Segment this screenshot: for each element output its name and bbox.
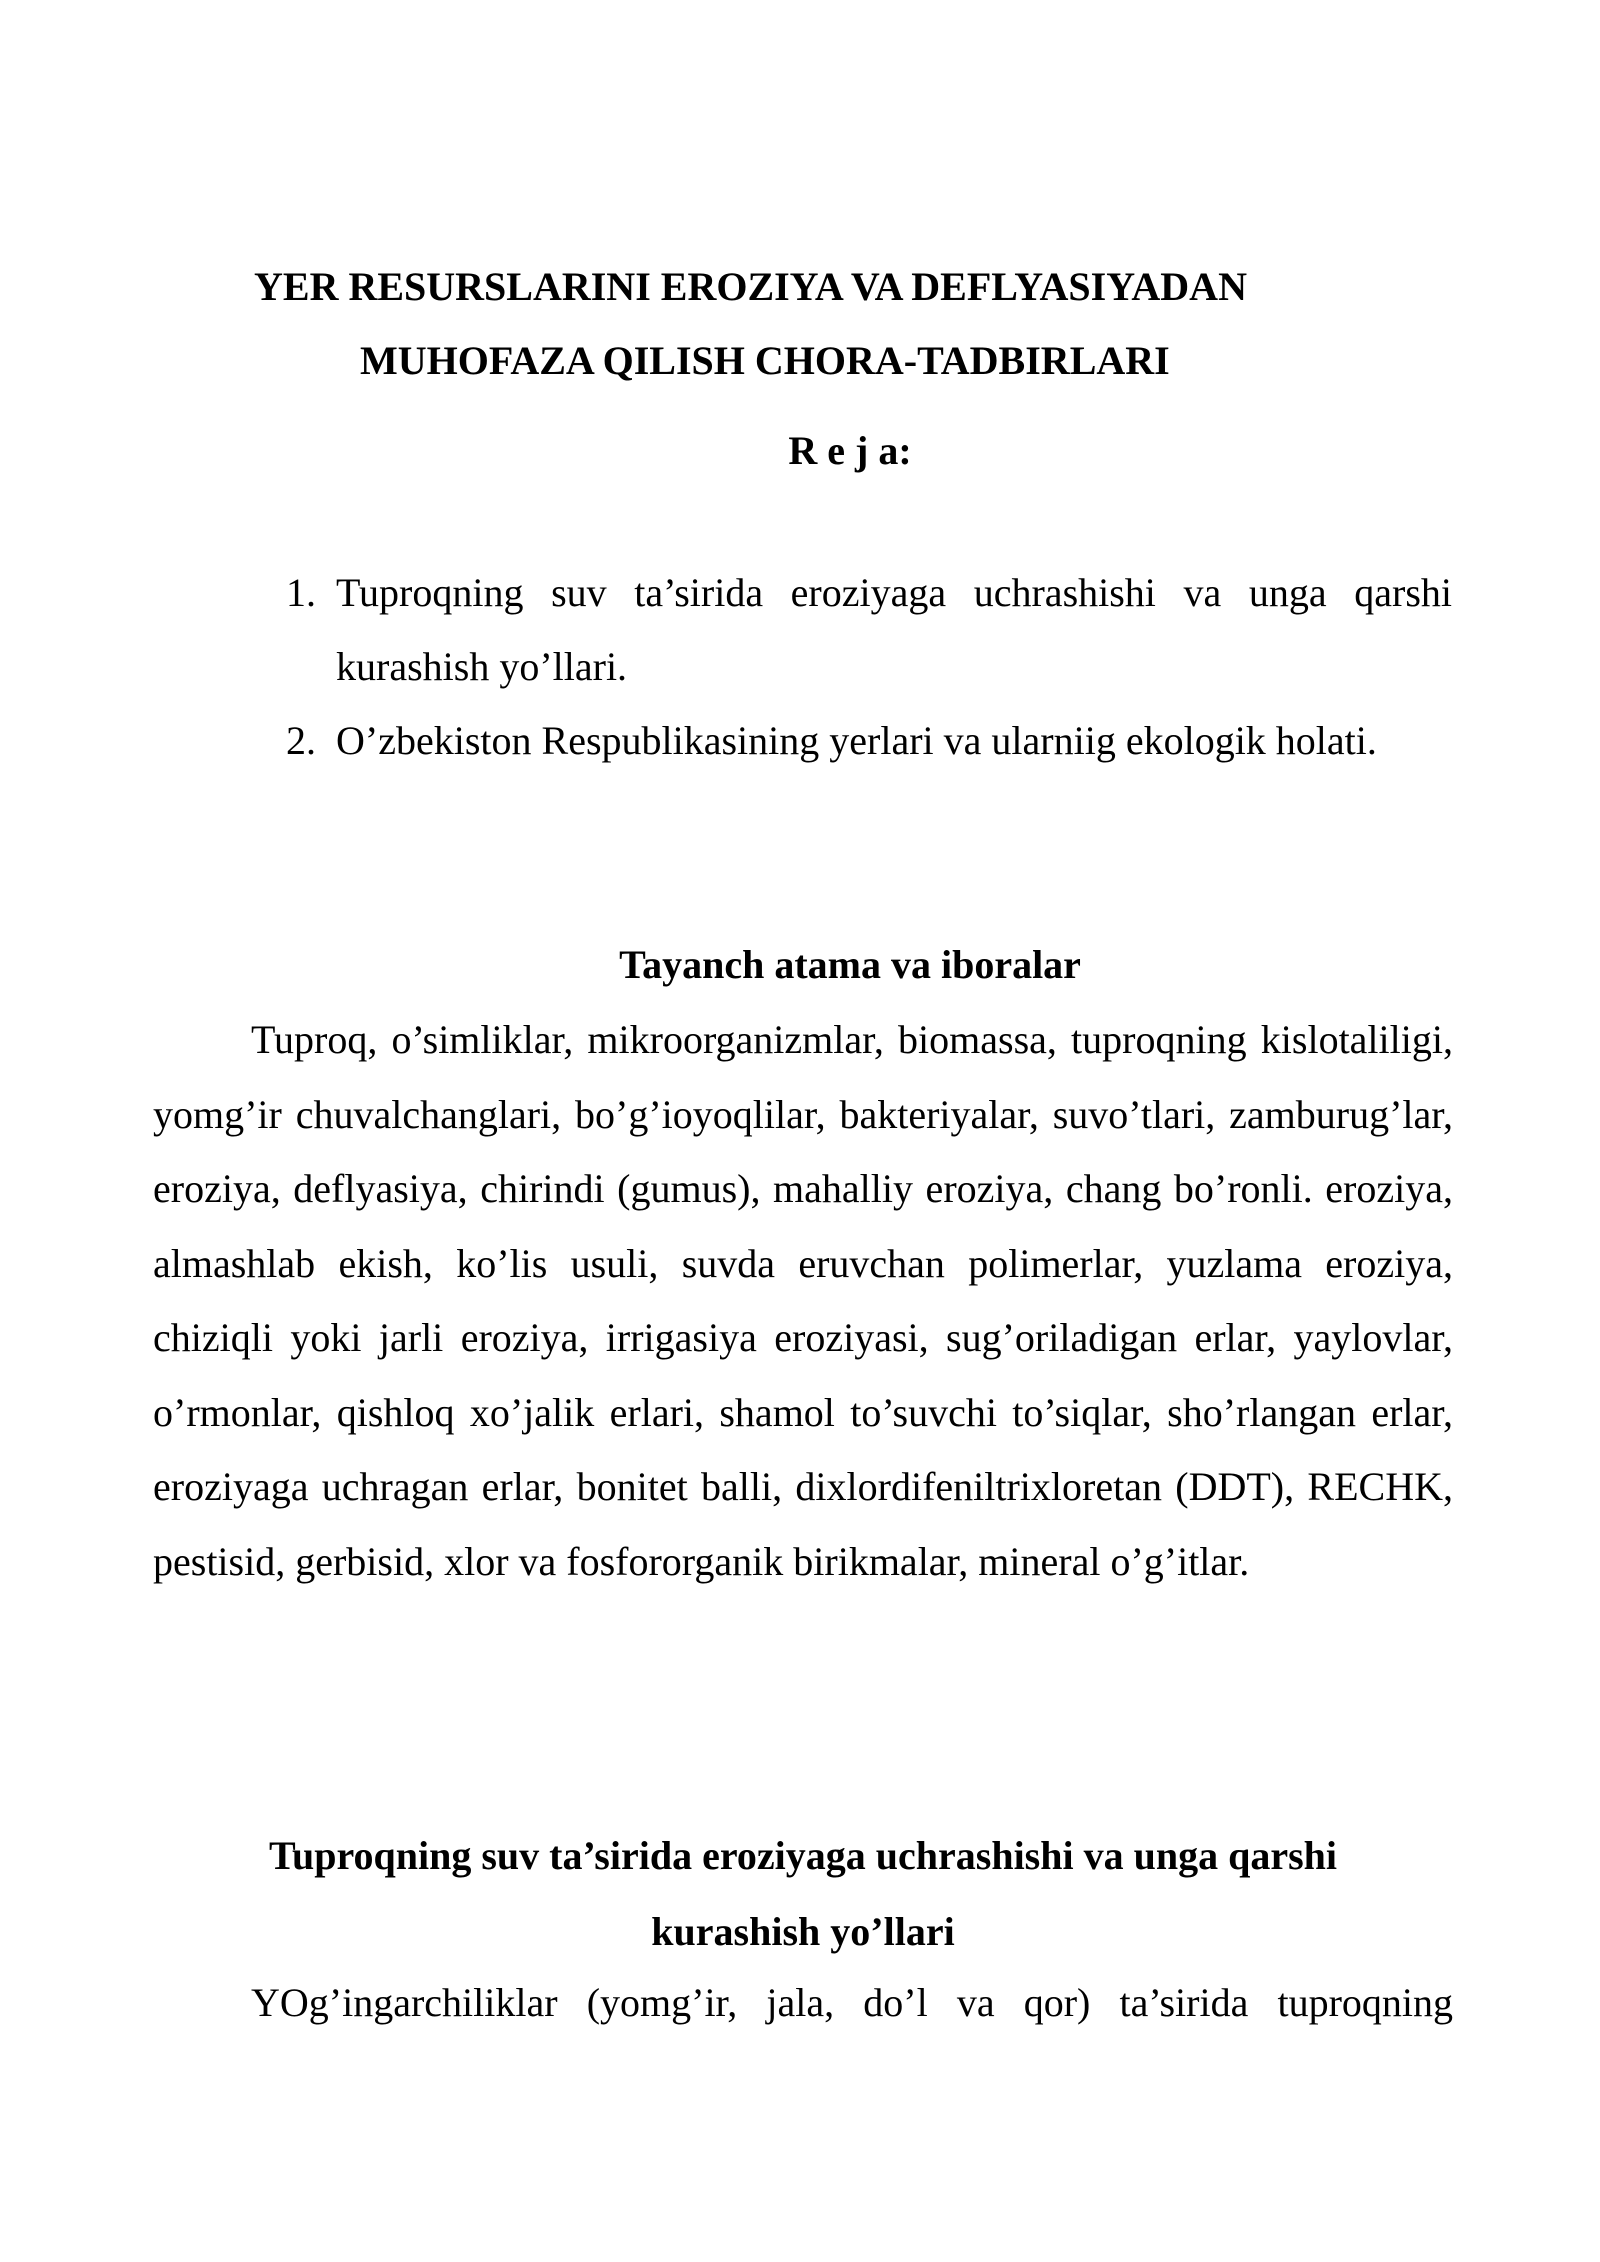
document-title-line2: MUHOFAZA QILISH CHORA-TADBIRLARI bbox=[360, 338, 1170, 383]
keywords-heading: Tayanch atama va iboralar bbox=[619, 942, 1081, 987]
plan-item-text: Tuproqning suv ta’sirida eroziyaga uchrashishi va unga qarshi kurashish yo’llari. bbox=[336, 570, 1452, 689]
section-intro-paragraph: YOg’ingarchiliklar (yomg’ir, jala, do’l va qor) ta’sirida tuproqning bbox=[251, 1980, 1453, 2025]
plan-list bbox=[286, 556, 1452, 778]
section-heading-line2: kurashish yo’llari bbox=[651, 1909, 955, 1954]
keywords-paragraph: Tuproq, o’simliklar, mikroorganizmlar, biomassa, tuproqning kislotaliligi, yomg’ir chuvalchanglari, bo’g’ioyoqlilar, bakteriyalar, suvo’tlari, zamburug’lar, eroziya, deflyasiya, chirindi (gumus), mahalliy eroziya, chang bo’ronli. eroziya, almashlab ekish, ko’lis usuli, suvda eruvchan polimerlar, yuzlama eroziya, chiziqli yoki jarli eroziya, irrigasiya eroziyasi, sug’oriladigan erlar, yaylovlar, o’rmonlar, qishloq xo’jalik erlari, shamol to’suvchi to’siqlar, sho’rlangan erlar, eroziyaga uchragan erlar, bonitet balli, dixlordifeniltrixloretan (DDT), RECHK, pestisid, gerbisid, xlor va fosfororganik birikmalar, mineral o’g’itlar. bbox=[153, 1017, 1453, 1584]
plan-heading: R e j a: bbox=[788, 428, 912, 473]
section-heading bbox=[153, 1818, 1453, 1970]
plan-item bbox=[286, 704, 1452, 778]
plan-item bbox=[286, 556, 1452, 704]
document-title-line1: YER RESURSLARINI EROZIYA VA DEFLYASIYADAN bbox=[254, 264, 1247, 309]
plan-item-number: 2. bbox=[286, 718, 316, 763]
section-heading-line1: Tuproqning suv ta’sirida eroziyaga uchrashishi va unga qarshi bbox=[268, 1833, 1338, 1878]
plan-item-text: O’zbekiston Respublikasining yerlari va ularniig ekologik holati. bbox=[336, 718, 1377, 763]
plan-item-number: 1. bbox=[286, 570, 316, 615]
